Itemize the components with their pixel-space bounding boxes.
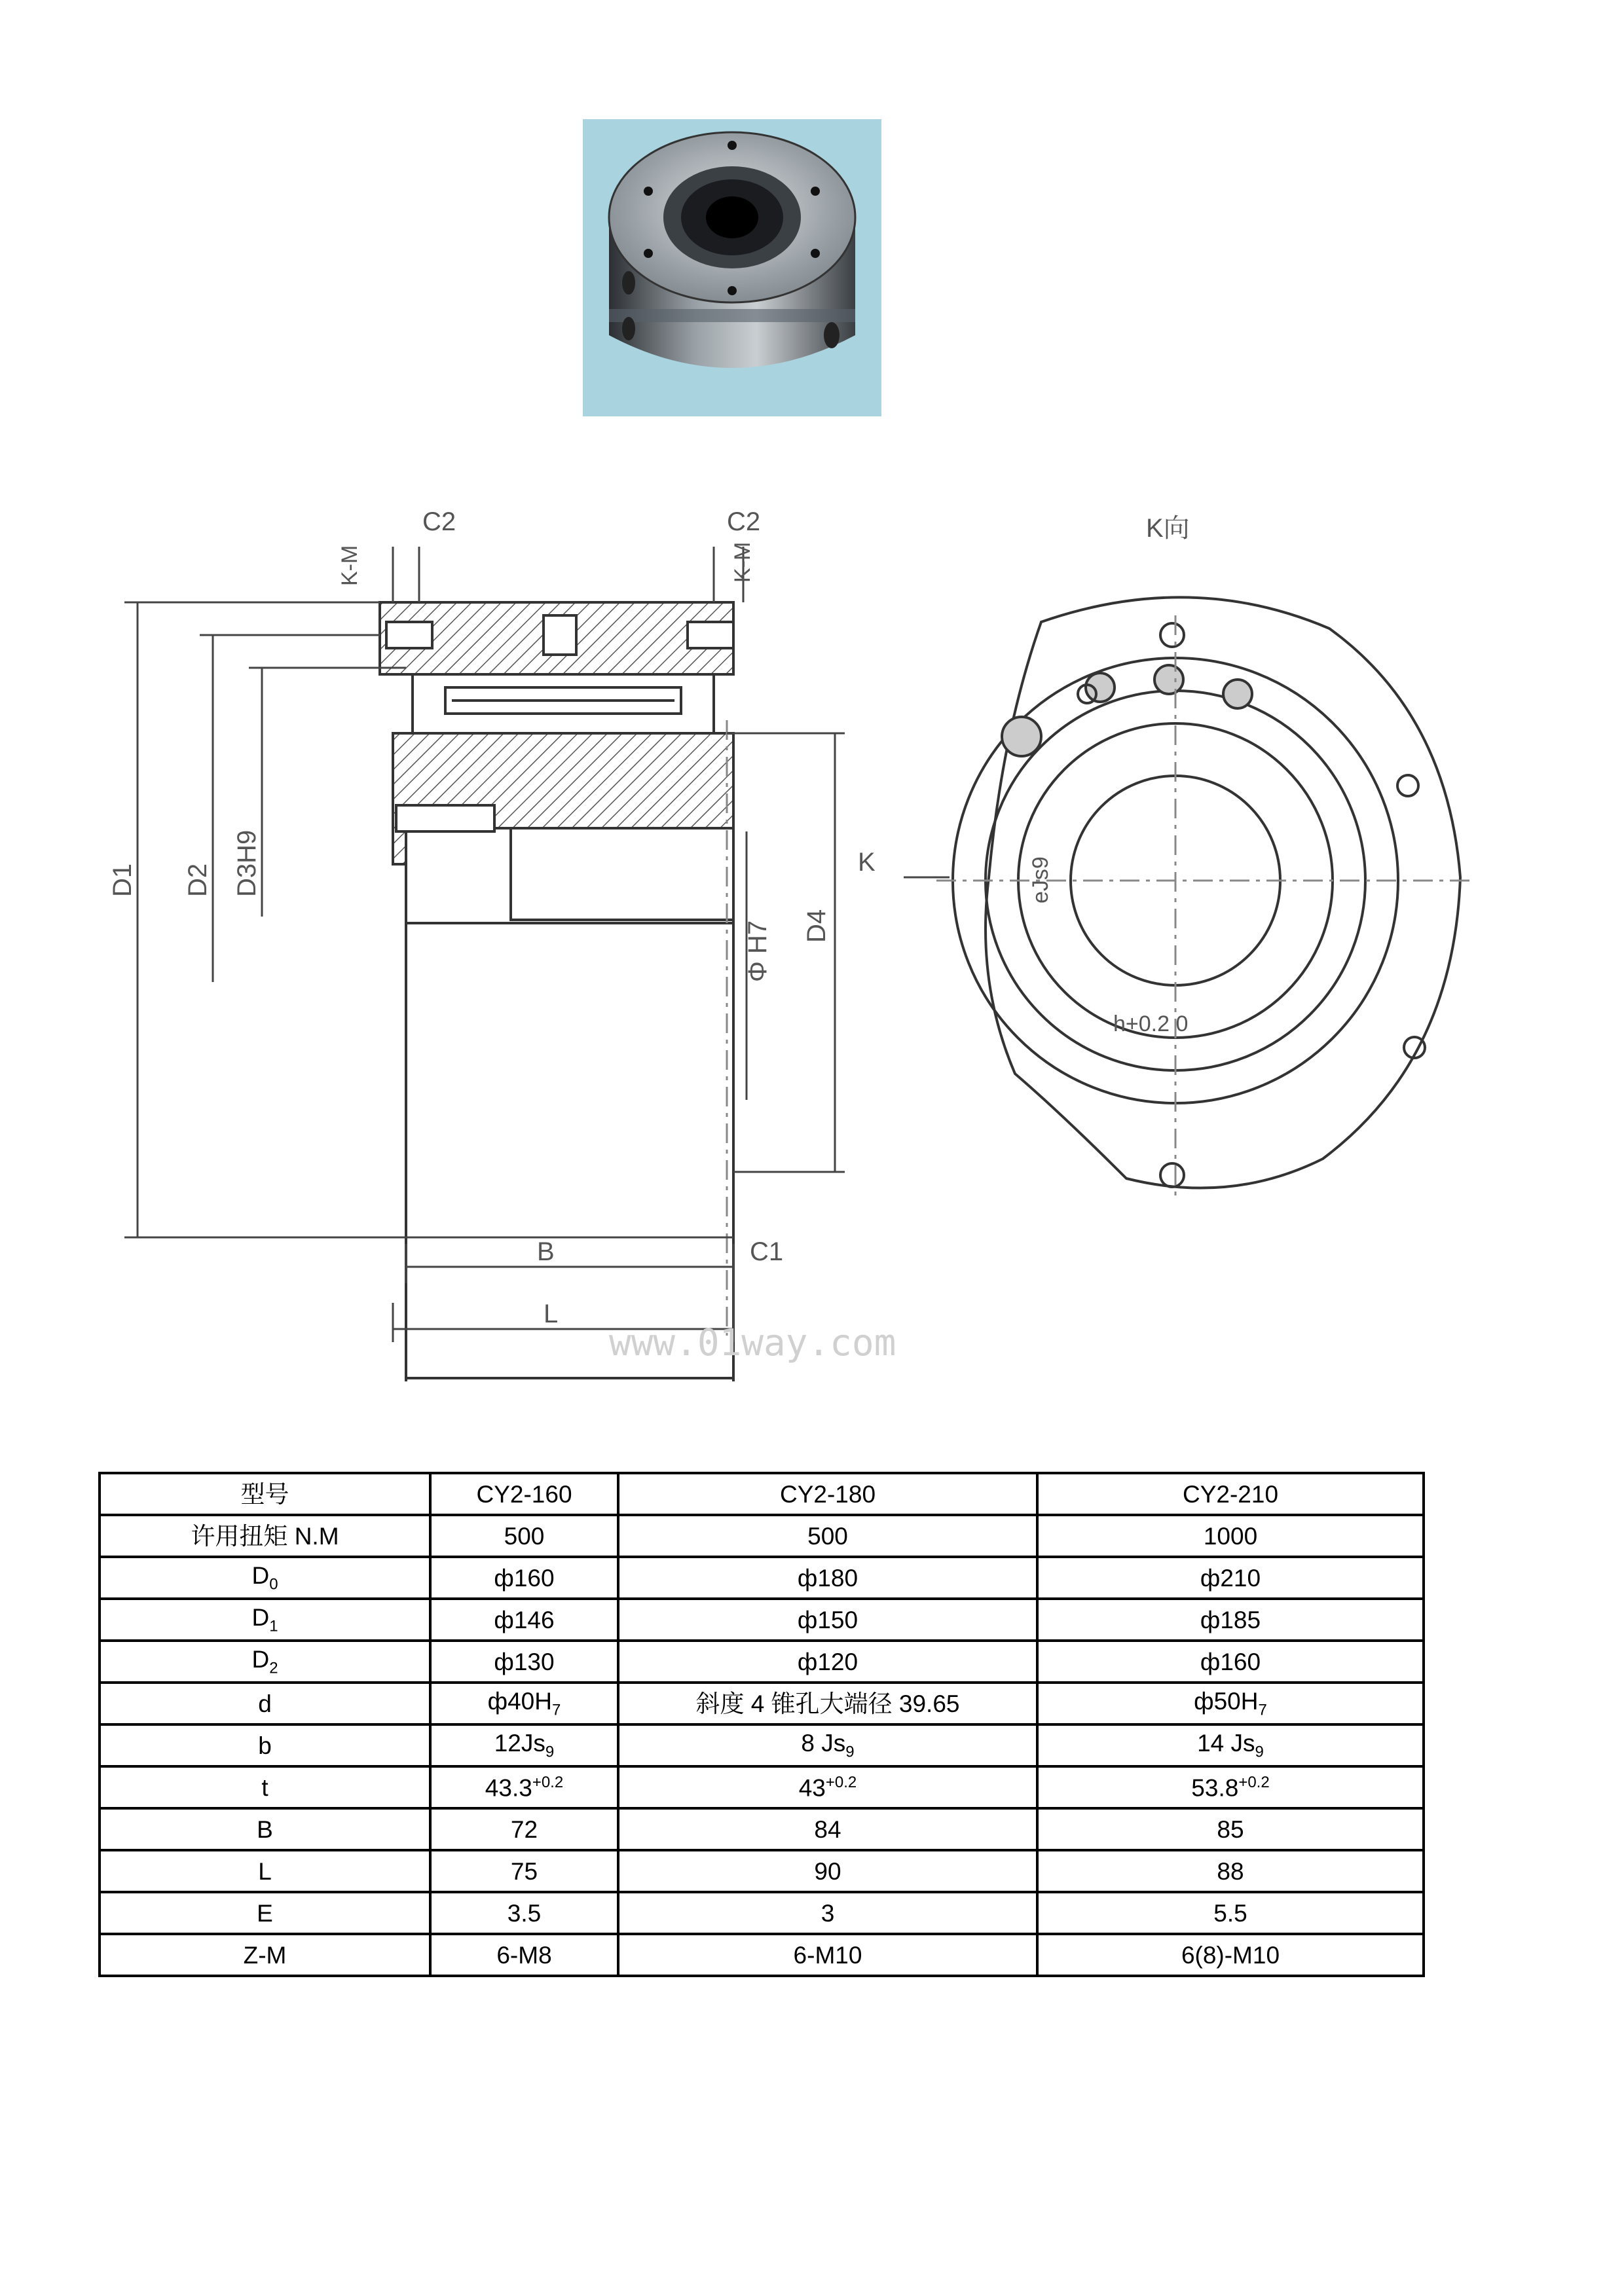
value-subscript: 7	[1258, 1701, 1267, 1719]
value-cell	[1037, 1766, 1424, 1808]
value-subscript: 9	[545, 1743, 555, 1761]
value-main: 43.3	[485, 1774, 532, 1802]
label-ejs9: eJs9	[1028, 856, 1053, 903]
table-row	[100, 1934, 1424, 1976]
value-main: ф50H	[1194, 1687, 1259, 1715]
value-cell: ф160	[1037, 1641, 1424, 1683]
param-name: D	[251, 1645, 270, 1673]
label-h-tolerance: h+0.2 0	[1113, 1011, 1189, 1036]
value-cell: 88	[1037, 1850, 1424, 1892]
value-subscript: 9	[1255, 1743, 1264, 1761]
label-km-right: K-M	[730, 541, 755, 583]
value-main: 43	[798, 1774, 826, 1802]
value-main: 12Js	[494, 1729, 545, 1757]
param-name-cell	[100, 1599, 430, 1641]
value-cell: ф160	[430, 1557, 618, 1599]
specification-table	[98, 1472, 1425, 1977]
value-cell: 500	[430, 1515, 618, 1557]
label-d1: D1	[108, 863, 137, 897]
label-km-left: K-M	[337, 545, 362, 586]
value-cell: 500	[618, 1515, 1037, 1557]
value-cell	[1037, 1683, 1424, 1724]
value-cell	[430, 1724, 618, 1766]
param-name-cell: b	[100, 1724, 430, 1766]
value-cell: 6-M10	[618, 1934, 1037, 1976]
value-cell: ф150	[618, 1599, 1037, 1641]
param-name-cell: B	[100, 1808, 430, 1850]
label-c2-left: C2	[422, 507, 456, 536]
value-superscript: +0.2	[532, 1773, 564, 1791]
value-cell: 72	[430, 1808, 618, 1850]
value-cell: ф185	[1037, 1599, 1424, 1641]
product-photo	[583, 119, 881, 416]
value-cell: ф180	[618, 1557, 1037, 1599]
value-cell: 1000	[1037, 1515, 1424, 1557]
value-subscript: 7	[551, 1701, 561, 1719]
header-model-cy2-210: CY2-210	[1037, 1473, 1424, 1515]
table-row	[100, 1599, 1424, 1641]
value-superscript: +0.2	[1238, 1773, 1270, 1791]
param-name: D	[251, 1603, 270, 1631]
label-k-arrow: K	[858, 848, 876, 877]
value-cell: 75	[430, 1850, 618, 1892]
value-main: 8 Js	[801, 1729, 846, 1757]
value-cell: ф130	[430, 1641, 618, 1683]
value-cell: 85	[1037, 1808, 1424, 1850]
label-k-view: K向	[1146, 514, 1190, 543]
param-subscript: 1	[269, 1617, 278, 1635]
value-cell: 3	[618, 1892, 1037, 1934]
param-name-cell: Z-M	[100, 1934, 430, 1976]
value-cell: 6-M8	[430, 1934, 618, 1976]
param-name-cell: 许用扭矩 N.M	[100, 1515, 430, 1557]
param-name-cell: L	[100, 1850, 430, 1892]
label-b: B	[537, 1237, 555, 1266]
label-c1: C1	[750, 1237, 784, 1266]
value-cell	[618, 1766, 1037, 1808]
table-row	[100, 1724, 1424, 1766]
table-row	[100, 1515, 1424, 1557]
value-cell: ф210	[1037, 1557, 1424, 1599]
value-cell: ф146	[430, 1599, 618, 1641]
header-model-cy2-160: CY2-160	[430, 1473, 618, 1515]
table-row	[100, 1850, 1424, 1892]
value-cell: ф120	[618, 1641, 1037, 1683]
watermark: www.01way.com	[609, 1322, 896, 1364]
value-cell: 84	[618, 1808, 1037, 1850]
table-row	[100, 1683, 1424, 1724]
value-cell: 6(8)-M10	[1037, 1934, 1424, 1976]
technical-drawing	[98, 471, 1506, 1388]
value-cell	[618, 1683, 1037, 1724]
header-model-label: 型号	[100, 1473, 430, 1515]
value-cell: 5.5	[1037, 1892, 1424, 1934]
value-main: 斜度 4 锥孔大端径 39.65	[695, 1690, 960, 1717]
value-cell	[1037, 1724, 1424, 1766]
value-cell	[430, 1766, 618, 1808]
value-subscript: 9	[845, 1743, 855, 1761]
param-subscript: 0	[269, 1575, 278, 1594]
section-view	[380, 602, 733, 1381]
value-cell	[430, 1683, 618, 1724]
table-row	[100, 1766, 1424, 1808]
param-name-cell: E	[100, 1892, 430, 1934]
label-phi-h7: Φ H7	[743, 920, 772, 982]
label-c2-right: C2	[727, 507, 761, 536]
table-row	[100, 1892, 1424, 1934]
value-main: 53.8	[1191, 1774, 1239, 1802]
param-name-cell: d	[100, 1683, 430, 1724]
param-name-cell	[100, 1557, 430, 1599]
param-name-cell	[100, 1641, 430, 1683]
value-cell: 90	[618, 1850, 1037, 1892]
param-subscript: 2	[269, 1659, 278, 1677]
value-cell	[618, 1724, 1037, 1766]
label-l: L	[544, 1300, 559, 1328]
value-main: ф40H	[487, 1687, 552, 1715]
value-main: 14 Js	[1197, 1729, 1255, 1757]
table-row	[100, 1557, 1424, 1599]
label-d2: D2	[183, 863, 212, 897]
label-d3h9: D3H9	[232, 829, 261, 897]
value-superscript: +0.2	[825, 1773, 857, 1791]
header-model-cy2-180: CY2-180	[618, 1473, 1037, 1515]
param-name: D	[251, 1561, 270, 1589]
table-row	[100, 1641, 1424, 1683]
value-cell: 3.5	[430, 1892, 618, 1934]
param-name-cell: t	[100, 1766, 430, 1808]
table-row	[100, 1808, 1424, 1850]
label-d4: D4	[802, 909, 831, 943]
table-header-row	[100, 1473, 1424, 1515]
